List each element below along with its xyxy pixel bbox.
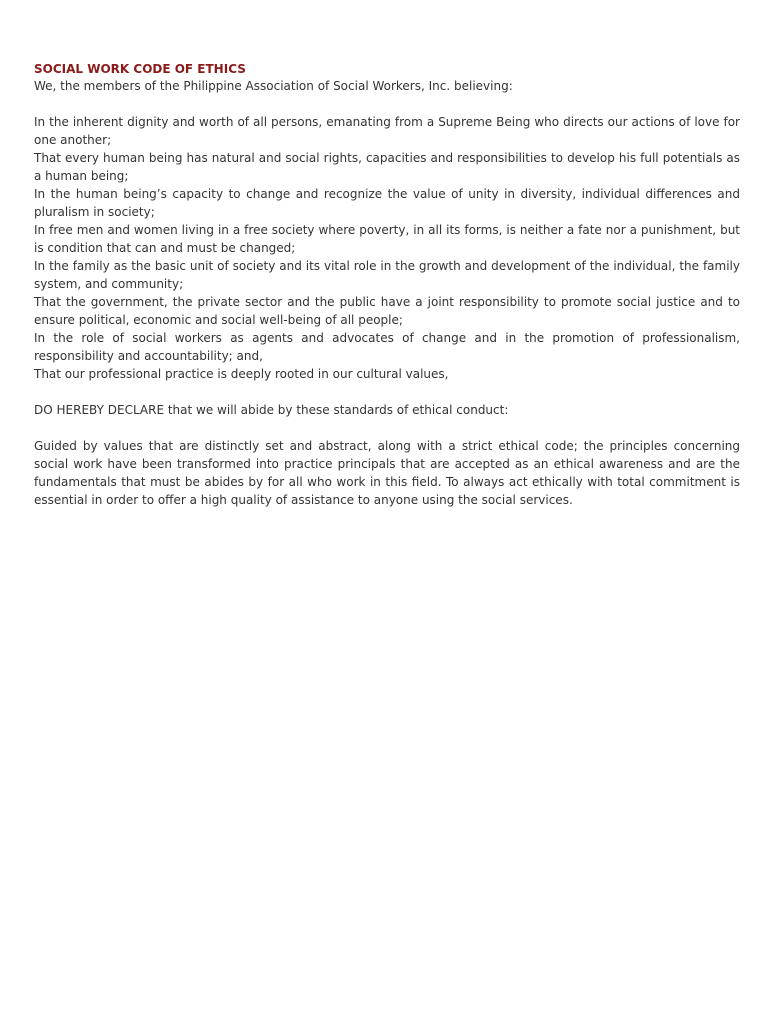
belief-item: In the role of social workers as agents and advocates of change and in the promotion of professionalism, responsibility and accountability; and, (34, 331, 740, 363)
belief-item: In free men and women living in a free society where poverty, in all its forms, is neither a fate nor a punishment, but is condition that can and must be changed; (34, 223, 740, 255)
intro-paragraph: We, the members of the Philippine Association of Social Workers, Inc. believing: (34, 79, 513, 93)
declaration-paragraph: DO HEREBY DECLARE that we will abide by these standards of ethical conduct: (34, 403, 509, 417)
belief-item: In the inherent dignity and worth of all persons, emanating from a Supreme Being who directs our actions of love for one another; (34, 115, 740, 147)
closing-paragraph: Guided by values that are distinctly set and abstract, along with a strict ethical code; the principles concerning social work have been transformed into practice principals that are accepted as an ethical awareness and are the fundamentals that must be abides by for all who work in this field. To always act ethically with total commitment is essential in order to offer a high quality of assistance to anyone using the social services. (34, 439, 740, 507)
belief-item: In the human being’s capacity to change and recognize the value of unity in diversity, individual differences and pluralism in society; (34, 187, 740, 219)
belief-item: That our professional practice is deeply rooted in our cultural values, (34, 367, 449, 381)
belief-item: That every human being has natural and social rights, capacities and responsibilities to develop his full potentials as a human being; (34, 151, 740, 183)
document-title: SOCIAL WORK CODE OF ETHICS (34, 62, 246, 76)
belief-item: That the government, the private sector and the public have a joint responsibility to promote social justice and to ensure political, economic and social well-being of all people; (34, 295, 740, 327)
beliefs-list (34, 113, 740, 383)
document-page (34, 61, 740, 509)
belief-item: In the family as the basic unit of society and its vital role in the growth and development of the individual, the family system, and community; (34, 259, 740, 291)
